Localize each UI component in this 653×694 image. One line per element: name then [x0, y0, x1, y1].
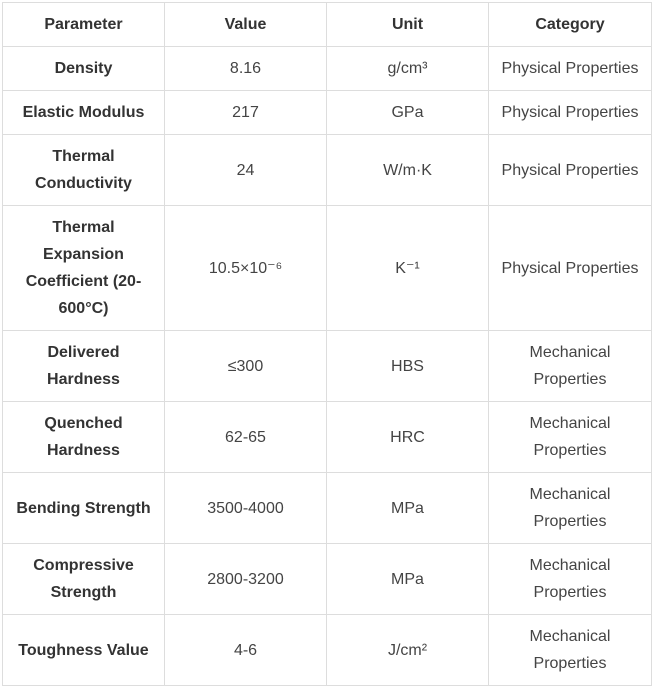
header-parameter: Parameter — [3, 3, 165, 47]
value-cell: 3500-4000 — [165, 473, 327, 544]
parameter-cell: Delivered Hardness — [3, 331, 165, 402]
table-row — [3, 91, 652, 135]
unit-cell: MPa — [327, 473, 489, 544]
parameter-cell: Compressive Strength — [3, 544, 165, 615]
value-cell: 24 — [165, 135, 327, 206]
properties-table — [2, 2, 652, 686]
unit-cell: GPa — [327, 91, 489, 135]
unit-cell: g/cm³ — [327, 47, 489, 91]
category-cell: Mechanical Properties — [489, 544, 652, 615]
unit-cell: HBS — [327, 331, 489, 402]
header-value: Value — [165, 3, 327, 47]
category-cell: Mechanical Properties — [489, 402, 652, 473]
table-row — [3, 544, 652, 615]
value-cell: ≤300 — [165, 331, 327, 402]
unit-cell: MPa — [327, 544, 489, 615]
category-cell: Mechanical Properties — [489, 331, 652, 402]
value-cell: 8.16 — [165, 47, 327, 91]
category-cell: Mechanical Properties — [489, 615, 652, 686]
category-cell: Physical Properties — [489, 206, 652, 331]
table-row — [3, 615, 652, 686]
category-cell: Physical Properties — [489, 47, 652, 91]
value-cell: 2800-3200 — [165, 544, 327, 615]
category-cell: Physical Properties — [489, 135, 652, 206]
parameter-cell: Thermal Expansion Coefficient (20-600°C) — [3, 206, 165, 331]
table-row — [3, 206, 652, 331]
parameter-cell: Elastic Modulus — [3, 91, 165, 135]
unit-cell: HRC — [327, 402, 489, 473]
unit-cell: J/cm² — [327, 615, 489, 686]
parameter-cell: Thermal Conductivity — [3, 135, 165, 206]
header-category: Category — [489, 3, 652, 47]
table-row — [3, 135, 652, 206]
table-row — [3, 47, 652, 91]
table-row — [3, 402, 652, 473]
category-cell: Mechanical Properties — [489, 473, 652, 544]
parameter-cell: Bending Strength — [3, 473, 165, 544]
unit-cell: W/m·K — [327, 135, 489, 206]
parameter-cell: Quenched Hardness — [3, 402, 165, 473]
value-cell: 217 — [165, 91, 327, 135]
value-cell: 10.5×10⁻⁶ — [165, 206, 327, 331]
table-row — [3, 473, 652, 544]
header-row — [3, 3, 652, 47]
value-cell: 4-6 — [165, 615, 327, 686]
header-unit: Unit — [327, 3, 489, 47]
table-row — [3, 331, 652, 402]
category-cell: Physical Properties — [489, 91, 652, 135]
value-cell: 62-65 — [165, 402, 327, 473]
parameter-cell: Density — [3, 47, 165, 91]
parameter-cell: Toughness Value — [3, 615, 165, 686]
unit-cell: K⁻¹ — [327, 206, 489, 331]
